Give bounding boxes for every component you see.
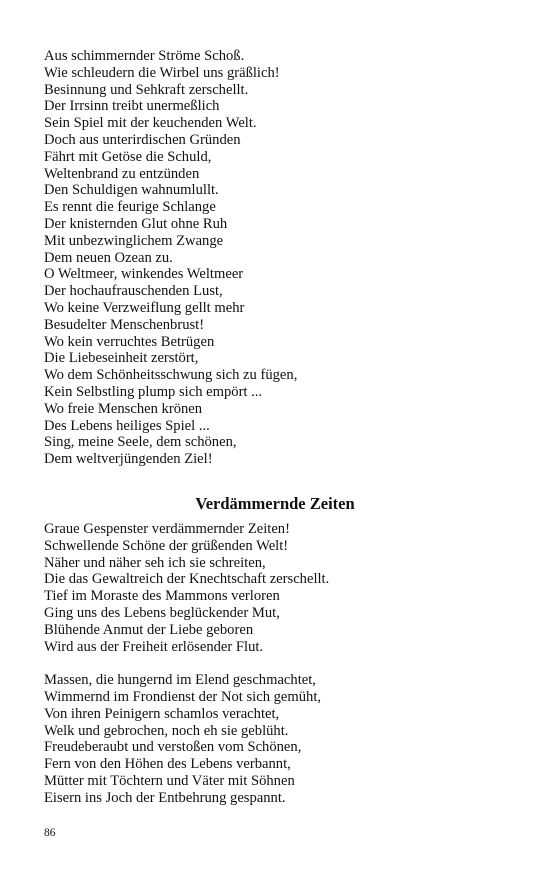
verse-line: Die Liebeseinheit zerstört, [44,350,199,367]
verse-line: Wird aus der Freiheit erlösender Flut. [44,638,264,655]
verse-line: Besinnung und Sehkraft zerschellt. [44,81,249,98]
verse-line: Der knisternden Glut ohne Ruh [44,215,228,232]
verse-line: Sing, meine Seele, dem schönen, [44,434,237,451]
verse-line: Graue Gespenster verdämmernder Zeiten! [44,521,290,537]
verse-line: Des Lebens heiliges Spiel ... [44,417,210,434]
verse-line: Wo keine Verzweiflung gellt mehr [44,299,245,316]
verse-line: Wo freie Menschen krönen [44,400,203,417]
verse-line: Dem weltverjüngenden Ziel! [44,451,213,468]
verse-line: Blühende Anmut der Liebe geboren [44,621,254,638]
verse-line: Wo kein verruchtes Betrügen [44,333,215,350]
verse-line: Von ihren Peinigern schamlos verachtet, [44,705,280,722]
verse-line: Welk und gebrochen, noch eh sie geblüht. [44,722,289,739]
verse-line: O Weltmeer, winkendes Weltmeer [44,266,244,283]
verse-line: Doch aus unterirdischen Gründen [44,131,241,148]
verse-line: Fährt mit Getöse die Schuld, [44,148,212,165]
verse-line: Den Schuldigen wahnumlullt. [44,182,219,199]
verse-line: Tief im Moraste des Mammons verloren [44,588,280,605]
verse-line: Wie schleudern die Wirbel uns gräßlich! [44,64,280,81]
stanza-2 [44,672,514,806]
verse-line: Massen, die hungernd im Elend geschmachtet, [44,672,316,689]
verse-line: Freudeberaubt und verstoßen vom Schönen, [44,739,302,756]
verse-line: Wimmernd im Frondienst der Not sich gemüht, [44,688,322,705]
verse-line: Dem neuen Ozean zu. [44,249,173,266]
poem-continued [44,48,514,468]
poem-body [44,521,514,807]
verse-line: Der Irrsinn treibt unermeßlich [44,98,220,115]
poem-title: Verdämmernde Zeiten [195,494,355,513]
stanza-gap [44,655,514,672]
verse-line: Mit unbezwinglichem Zwange [44,232,224,249]
verse-line: Es rennt die feurige Schlange [44,199,216,216]
verse-line: Näher und näher seh ich sie schreiten, [44,554,266,571]
verse-line: Die das Gewaltreich der Knechtschaft zerschellt. [44,571,330,588]
verse-line: Der hochaufrauschenden Lust, [44,283,223,300]
verse-line: Besudelter Menschenbrust! [44,316,205,333]
stanza-1 [44,521,514,655]
verse-line: Mütter mit Töchtern und Väter mit Söhnen [44,772,295,789]
verse-line: Weltenbrand zu entzünden [44,165,200,182]
verse-line: Kein Selbstling plump sich empört ... [44,383,263,400]
page-number: 86 [44,827,56,839]
verse-line: Fern von den Höhen des Lebens verbannt, [44,756,291,773]
verse-line: Sein Spiel mit der keuchenden Welt. [44,115,257,132]
verse-line: Eisern ins Joch der Entbehrung gespannt. [44,789,286,806]
verse-line: Ging uns des Lebens beglückender Mut, [44,604,280,621]
verse-line: Schwellende Schöne der grüßenden Welt! [44,537,289,554]
verse-line: Wo dem Schönheitsschwung sich zu fügen, [44,367,298,384]
verse-line: Aus schimmernder Ströme Schoß. [44,48,245,64]
